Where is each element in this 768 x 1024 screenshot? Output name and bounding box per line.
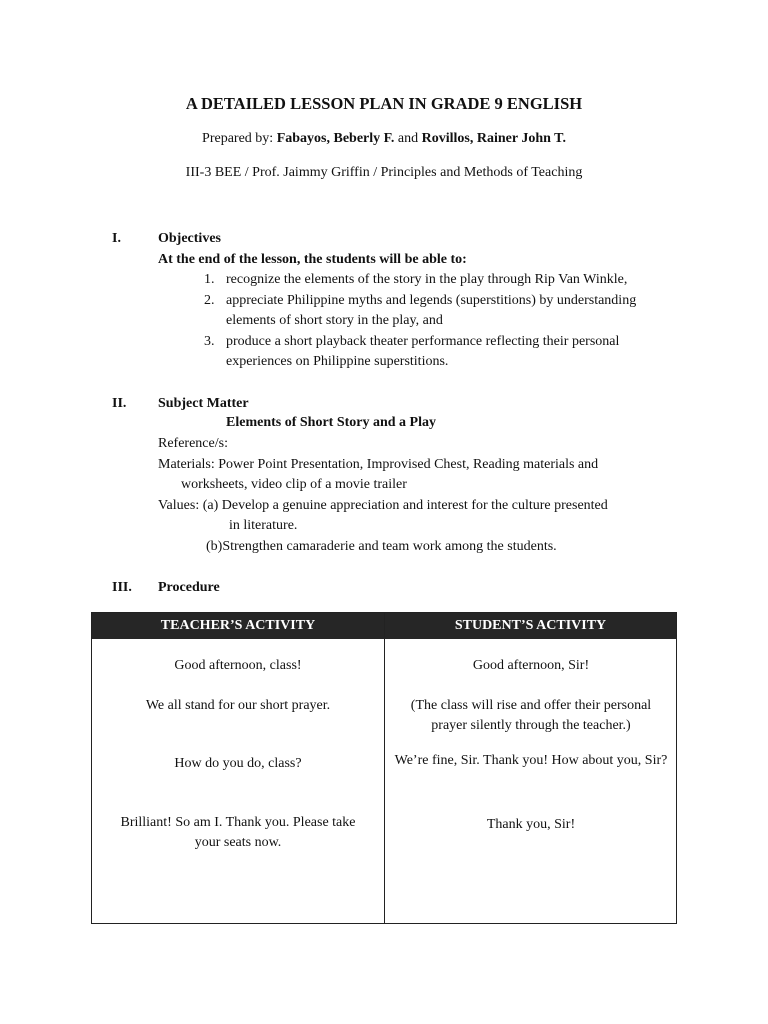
objective-number: 2. — [204, 293, 215, 308]
teacher-line: Good afternoon, class! — [174, 658, 302, 673]
objective-text: elements of short story in the play, and — [226, 313, 443, 328]
values-line: (b)Strengthen camaraderie and team work among the students. — [206, 539, 557, 554]
author-1: Fabayos, Beberly F. — [276, 131, 395, 146]
materials-line: Materials: Power Point Presentation, Improvised Chest, Reading materials and — [158, 457, 599, 472]
section-numeral-subject: II. — [112, 396, 127, 411]
prepared-by — [0, 129, 768, 149]
student-line: Good afternoon, Sir! — [472, 658, 590, 673]
procedure-table — [91, 612, 677, 924]
teacher-line: We all stand for our short prayer. — [145, 698, 331, 713]
objective-text: appreciate Philippine myths and legends (superstitions) by understanding — [226, 293, 637, 308]
references-label: Reference/s: — [158, 436, 228, 451]
student-line: (The class will rise and offer their personal prayer silently through the teacher.) — [410, 698, 652, 733]
objectives-intro: At the end of the lesson, the students will be able to: — [158, 252, 467, 267]
section-numeral-objectives: I. — [112, 231, 121, 246]
column-divider — [384, 613, 385, 923]
values-line: in literature. — [229, 518, 298, 533]
objective-number: 1. — [204, 272, 215, 287]
prepared-by-label: Prepared by: — [202, 131, 277, 146]
student-line: We’re fine, Sir. Thank you! How about you, Sir? — [394, 753, 668, 768]
values-line: Values: (a) Develop a genuine appreciation and interest for the culture presented — [158, 498, 608, 513]
objective-text: experiences on Philippine superstitions. — [226, 354, 449, 369]
course-info: III-3 BEE / Prof. Jaimmy Griffin / Principles and Methods of Teaching — [185, 165, 583, 180]
teacher-activity-header: TEACHER’S ACTIVITY — [160, 618, 316, 633]
section-numeral-procedure: III. — [112, 580, 132, 595]
author-conjunction: and — [394, 131, 422, 146]
author-2: Rovillos, Rainer John T. — [421, 131, 566, 146]
section-heading-procedure: Procedure — [158, 580, 220, 595]
subject-topic: Elements of Short Story and a Play — [226, 415, 436, 430]
teacher-line: How do you do, class? — [174, 756, 302, 771]
student-activity-header: STUDENT’S ACTIVITY — [454, 618, 607, 633]
document-title: A DETAILED LESSON PLAN IN GRADE 9 ENGLISH — [185, 94, 583, 113]
materials-line: worksheets, video clip of a movie trailer — [181, 477, 407, 492]
student-line: Thank you, Sir! — [486, 817, 576, 832]
section-heading-objectives: Objectives — [158, 231, 221, 246]
objective-text: recognize the elements of the story in the play through Rip Van Winkle, — [226, 272, 628, 287]
section-heading-subject: Subject Matter — [158, 396, 249, 411]
objective-text: produce a short playback theater performance reflecting their personal — [226, 334, 620, 349]
teacher-line: Brilliant! So am I. Thank you. Please take your seats now. — [120, 815, 356, 850]
objective-number: 3. — [204, 334, 215, 349]
